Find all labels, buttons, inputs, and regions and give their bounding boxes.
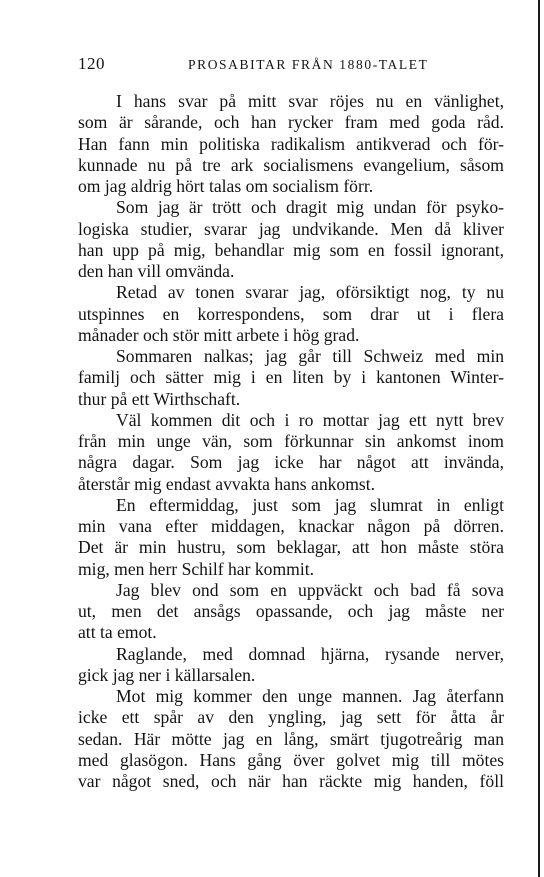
text-line: sedan. Här mötte jag en lång, smärt tjugotreårig man — [78, 728, 504, 749]
text-line: Retad av tonen svarar jag, oförsiktigt nog, ty nu — [116, 282, 504, 303]
text-line: min vana efter middagen, knackar någon på dörren. — [78, 516, 504, 536]
text-line: Som jag är trött och dragit mig undan för psyko- — [116, 197, 504, 218]
text-line: Raglande, med domnad hjärna, rysande nerver, — [116, 643, 504, 664]
text-line: med glasögon. Hans gång över golvet mig till mötes — [78, 749, 504, 770]
text-line: han upp på mig, behandlar mig som en fossil ignorant, — [78, 239, 504, 260]
text-line: var något sned, och när han räckte mig handen, föll — [78, 771, 504, 791]
text-line: kunnade nu på tre ark socialismens evangelium, såsom — [78, 154, 504, 175]
body-text — [78, 91, 504, 792]
text-line: några dagar. Som jag icke har något att invända, — [78, 452, 504, 473]
text-line: I hans svar på mitt svar röjes nu en vänlighet, — [116, 91, 504, 111]
page-number: 120 — [78, 54, 105, 73]
text-line: från min unge vän, som förkunnar sin ankomst inom — [78, 431, 504, 451]
text-line: Jag blev ond som en uppväckt och bad få sova — [116, 579, 504, 600]
text-line: som är sårande, och han rycker fram med goda råd. — [78, 112, 504, 133]
text-line: logiska studier, svarar jag undvikande. Men då kliver — [78, 218, 504, 239]
text-line: Det är min hustru, som beklagar, att hon måste störa — [78, 537, 504, 558]
text-line: Han fann min politiska radikalism antikverad och för- — [78, 133, 504, 154]
text-line: thur på ett Wirthschaft. — [78, 388, 241, 409]
text-line: återstår mig endast avvakta hans ankomst. — [78, 473, 376, 494]
text-line: mig, men herr Schilf har kommit. — [78, 558, 315, 579]
text-line: att ta emot. — [78, 622, 157, 643]
text-line: Mot mig kommer den unge mannen. Jag återfann — [116, 686, 504, 706]
text-line: Väl kommen dit och i ro mottar jag ett nytt brev — [116, 409, 504, 430]
running-header — [78, 54, 510, 76]
text-line: gick jag ner i källarsalen. — [78, 664, 256, 685]
text-line: ut, men det ansågs opassande, och jag måste ner — [78, 601, 504, 621]
text-line: icke ett spår av den yngling, jag sett för åtta år — [78, 707, 504, 728]
text-line: om jag aldrig hört talas om socialism förr. — [78, 176, 374, 196]
running-title: PROSABITAR FRÅN 1880-TALET — [188, 57, 429, 72]
text-line: den han vill omvända. — [78, 261, 235, 281]
page-edge-rule — [538, 0, 540, 877]
text-line: utspinnes en korrespondens, som drar ut i flera — [78, 303, 504, 324]
text-line: Sommaren nalkas; jag går till Schweiz med min — [116, 346, 504, 366]
text-line: månader och stör mitt arbete i hög grad. — [78, 324, 360, 345]
text-line: familj och sätter mig i en liten by i kantonen Winter- — [78, 367, 504, 388]
text-line: En eftermiddag, just som jag slumrat in enligt — [116, 494, 504, 515]
